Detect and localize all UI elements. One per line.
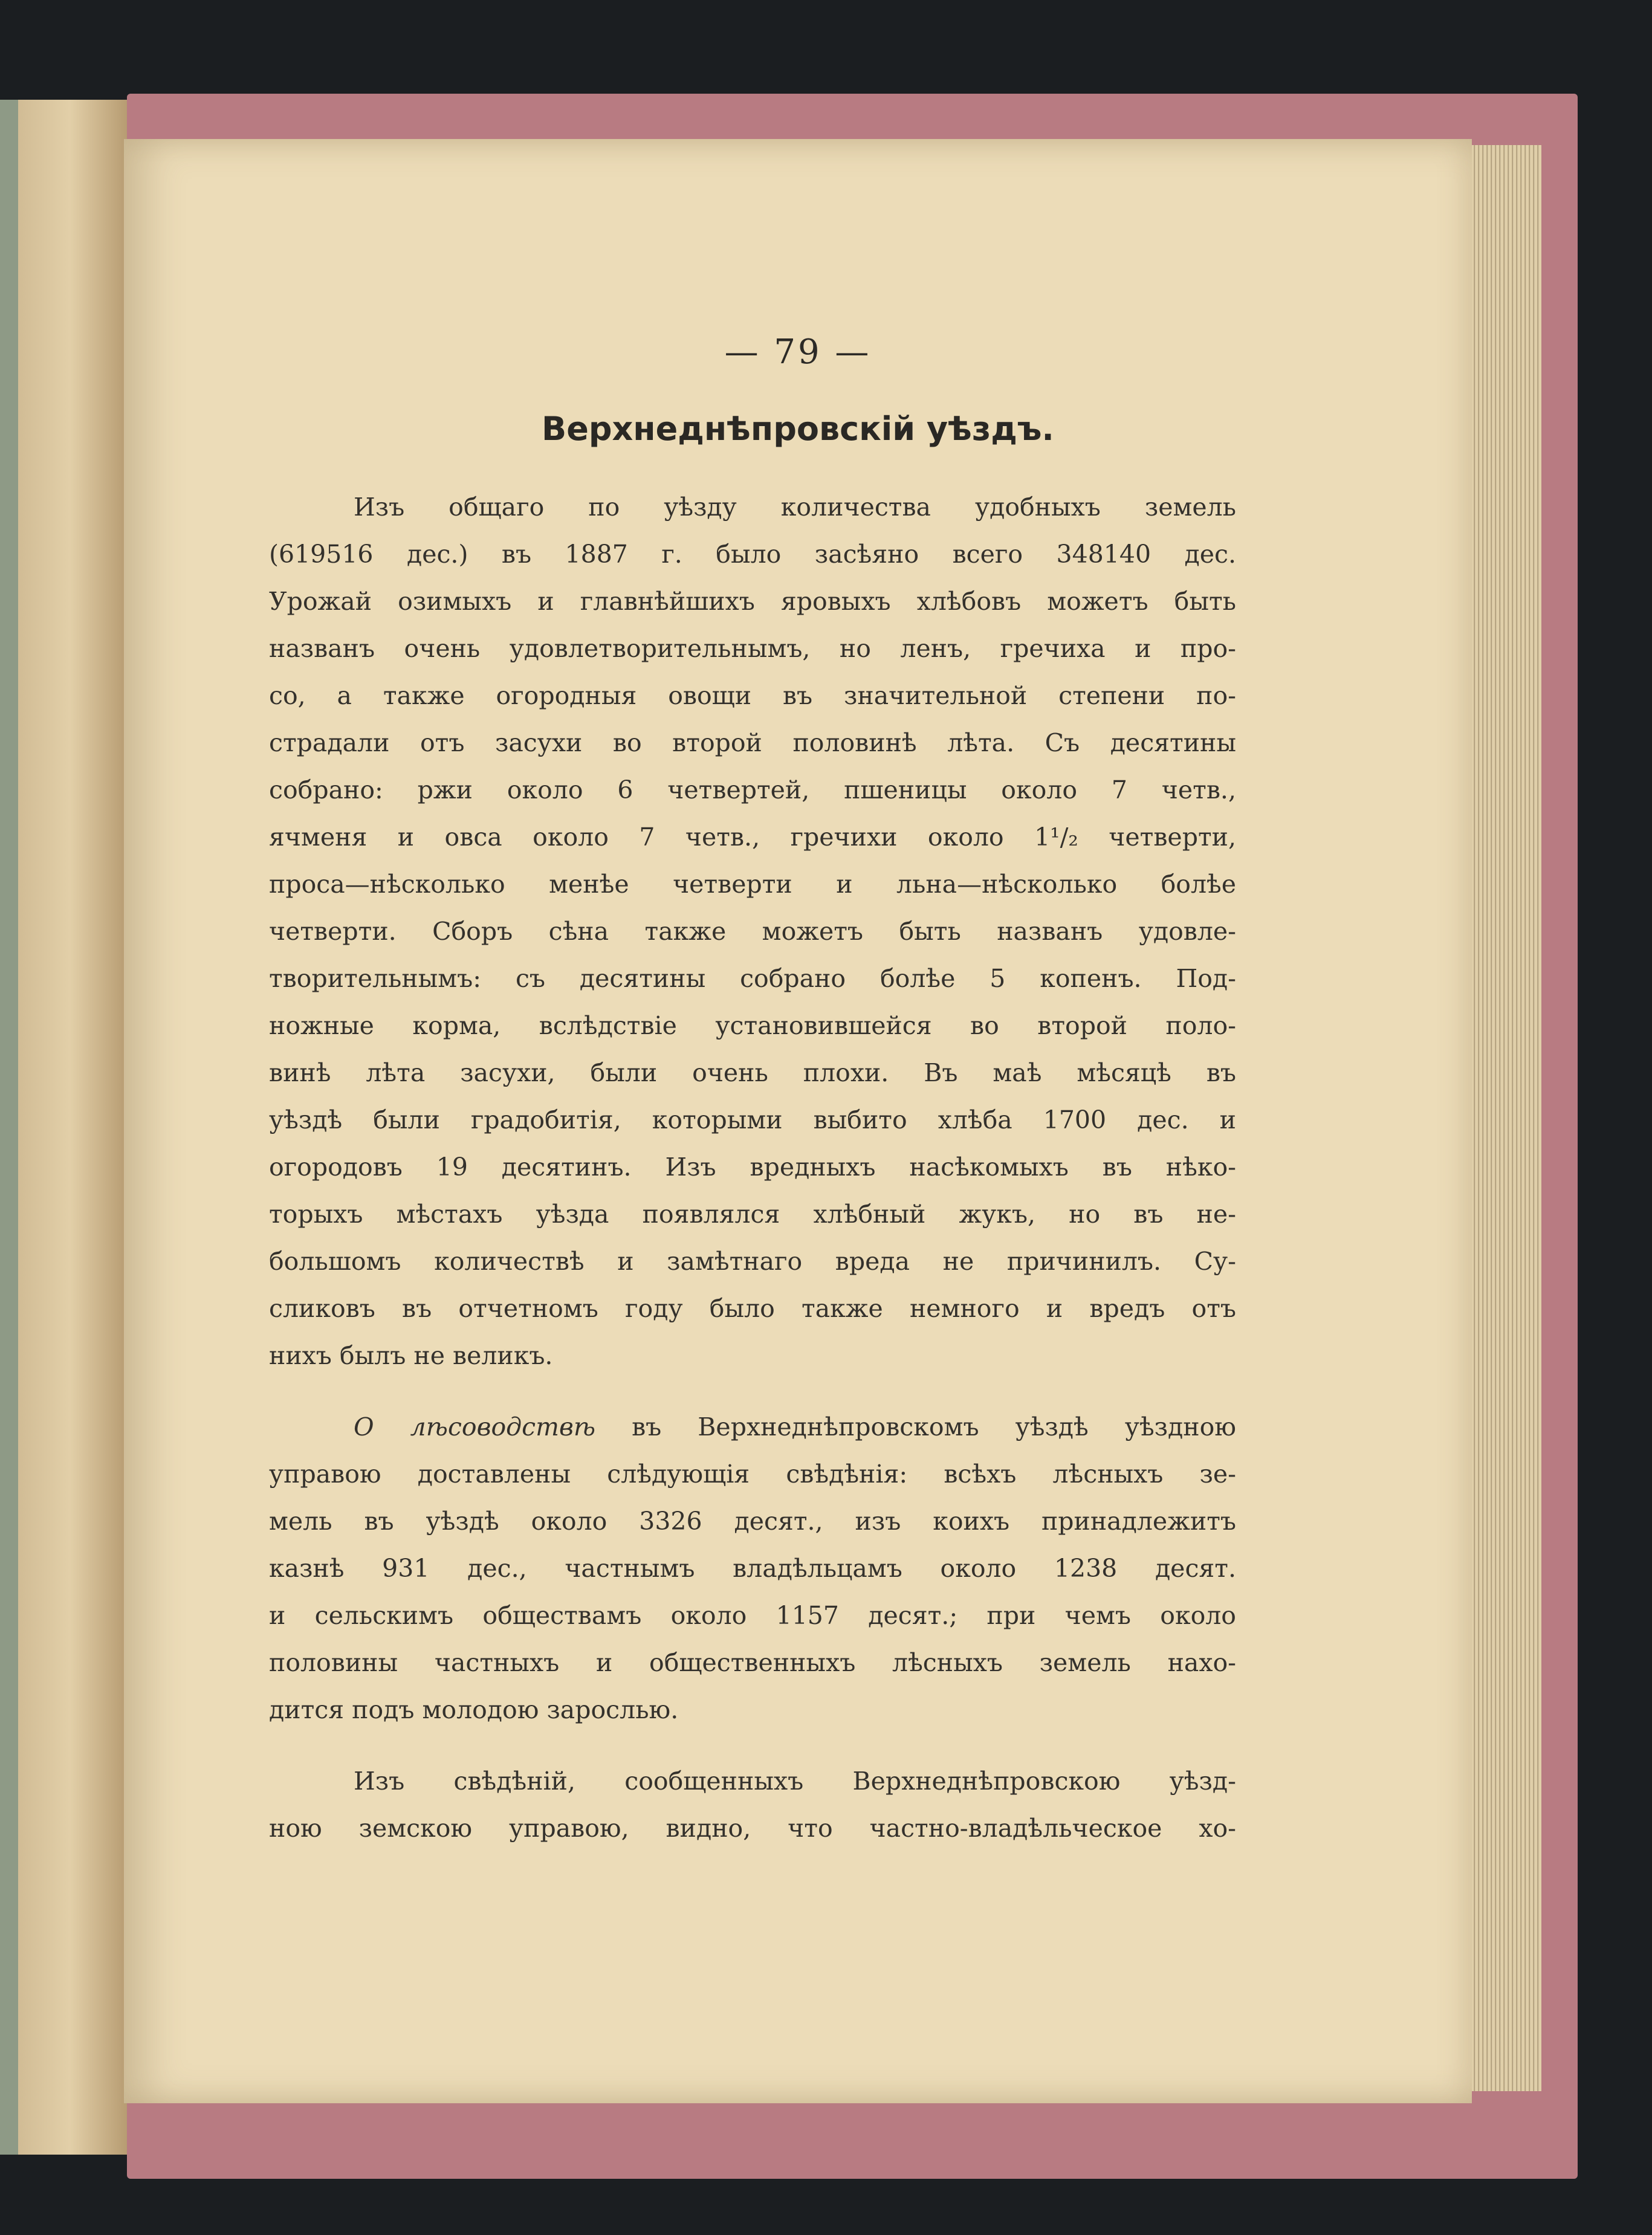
text-line: дится подъ молодою зарослью. xyxy=(269,1695,679,1724)
text-line: Урожай озимыхъ и главнѣйшихъ яровыхъ хлѣбовъ можетъ быть xyxy=(269,587,1236,616)
text-line: собрано: ржи около 6 четвертей, пшеницы около 7 четв., xyxy=(269,775,1236,804)
paragraph-1 xyxy=(269,484,1236,1379)
text-line: ячменя и овса около 7 четв., гречихи около 1¹/₂ четверти, xyxy=(269,823,1236,852)
text-line: половины частныхъ и общественныхъ лѣсныхъ земель нахо- xyxy=(269,1648,1236,1677)
text-line: (619516 дес.) въ 1887 г. было засѣяно всего 348140 дес. xyxy=(269,540,1236,569)
text-line: названъ очень удовлетворительнымъ, но ленъ, гречиха и про- xyxy=(269,634,1236,663)
text-line: творительнымъ: съ десятины собрано болѣе 5 копенъ. Под- xyxy=(269,964,1236,993)
text-line: мель въ уѣздѣ около 3326 десят., изъ коихъ принадлежитъ xyxy=(269,1507,1236,1536)
text-line: ною земскою управою, видно, что частно-владѣльческое хо- xyxy=(269,1814,1236,1843)
text-line: торыхъ мѣстахъ уѣзда появлялся хлѣбный жукъ, но въ не- xyxy=(269,1200,1236,1229)
text-line xyxy=(269,1403,1236,1451)
book-page xyxy=(124,139,1472,2103)
text-line: четверти. Сборъ сѣна также можетъ быть названъ удовле- xyxy=(269,917,1236,946)
text-span: въ Верхнеднѣпровскомъ уѣздѣ уѣздною xyxy=(595,1412,1236,1441)
text-line: винѣ лѣта засухи, были очень плохи. Въ маѣ мѣсяцѣ въ xyxy=(269,1058,1236,1087)
text-line: управою доставлены слѣдующія свѣдѣнія: всѣхъ лѣсныхъ зе- xyxy=(269,1460,1236,1489)
text-line: страдали отъ засухи во второй половинѣ лѣта. Съ десятины xyxy=(269,728,1236,757)
text-line: уѣздѣ были градобитія, которыми выбито хлѣба 1700 дес. и xyxy=(269,1105,1236,1134)
text-line: Изъ свѣдѣній, сообщенныхъ Верхнеднѣпровскою уѣзд- xyxy=(354,1767,1236,1796)
italic-term: О лѣсоводствѣ xyxy=(354,1412,596,1441)
text-line: со, а также огородныя овощи въ значительной степени по- xyxy=(269,681,1236,710)
text-line: и сельскимъ обществамъ около 1157 десят.; при чемъ около xyxy=(269,1601,1236,1630)
text-line: казнѣ 931 дес., частнымъ владѣльцамъ около 1238 десят. xyxy=(269,1554,1236,1583)
text-line: ножные корма, вслѣдствіе установившейся во второй поло- xyxy=(269,1011,1236,1040)
text-line: большомъ количествѣ и замѣтнаго вреда не причинилъ. Су- xyxy=(269,1247,1236,1276)
text-line: нихъ былъ не великъ. xyxy=(269,1341,553,1370)
section-heading: Верхнеднѣпровскій уѣздъ. xyxy=(542,410,1054,448)
paragraph-2 xyxy=(269,1403,1236,1733)
binding-edge xyxy=(0,100,18,2155)
page-edges xyxy=(1463,145,1541,2091)
text-line: Изъ общаго по уѣзду количества удобныхъ земель xyxy=(354,493,1236,522)
facing-page-left xyxy=(0,100,127,2155)
text-line: проса—нѣсколько менѣе четверти и льна—нѣсколько болѣе xyxy=(269,870,1236,899)
page-number: — 79 — xyxy=(724,332,872,372)
text-line: огородовъ 19 десятинъ. Изъ вредныхъ насѣкомыхъ въ нѣко- xyxy=(269,1153,1236,1182)
text-line: сликовъ въ отчетномъ году было также немного и вредъ отъ xyxy=(269,1294,1236,1323)
body-text xyxy=(269,484,1236,1852)
paragraph-3 xyxy=(269,1758,1236,1852)
